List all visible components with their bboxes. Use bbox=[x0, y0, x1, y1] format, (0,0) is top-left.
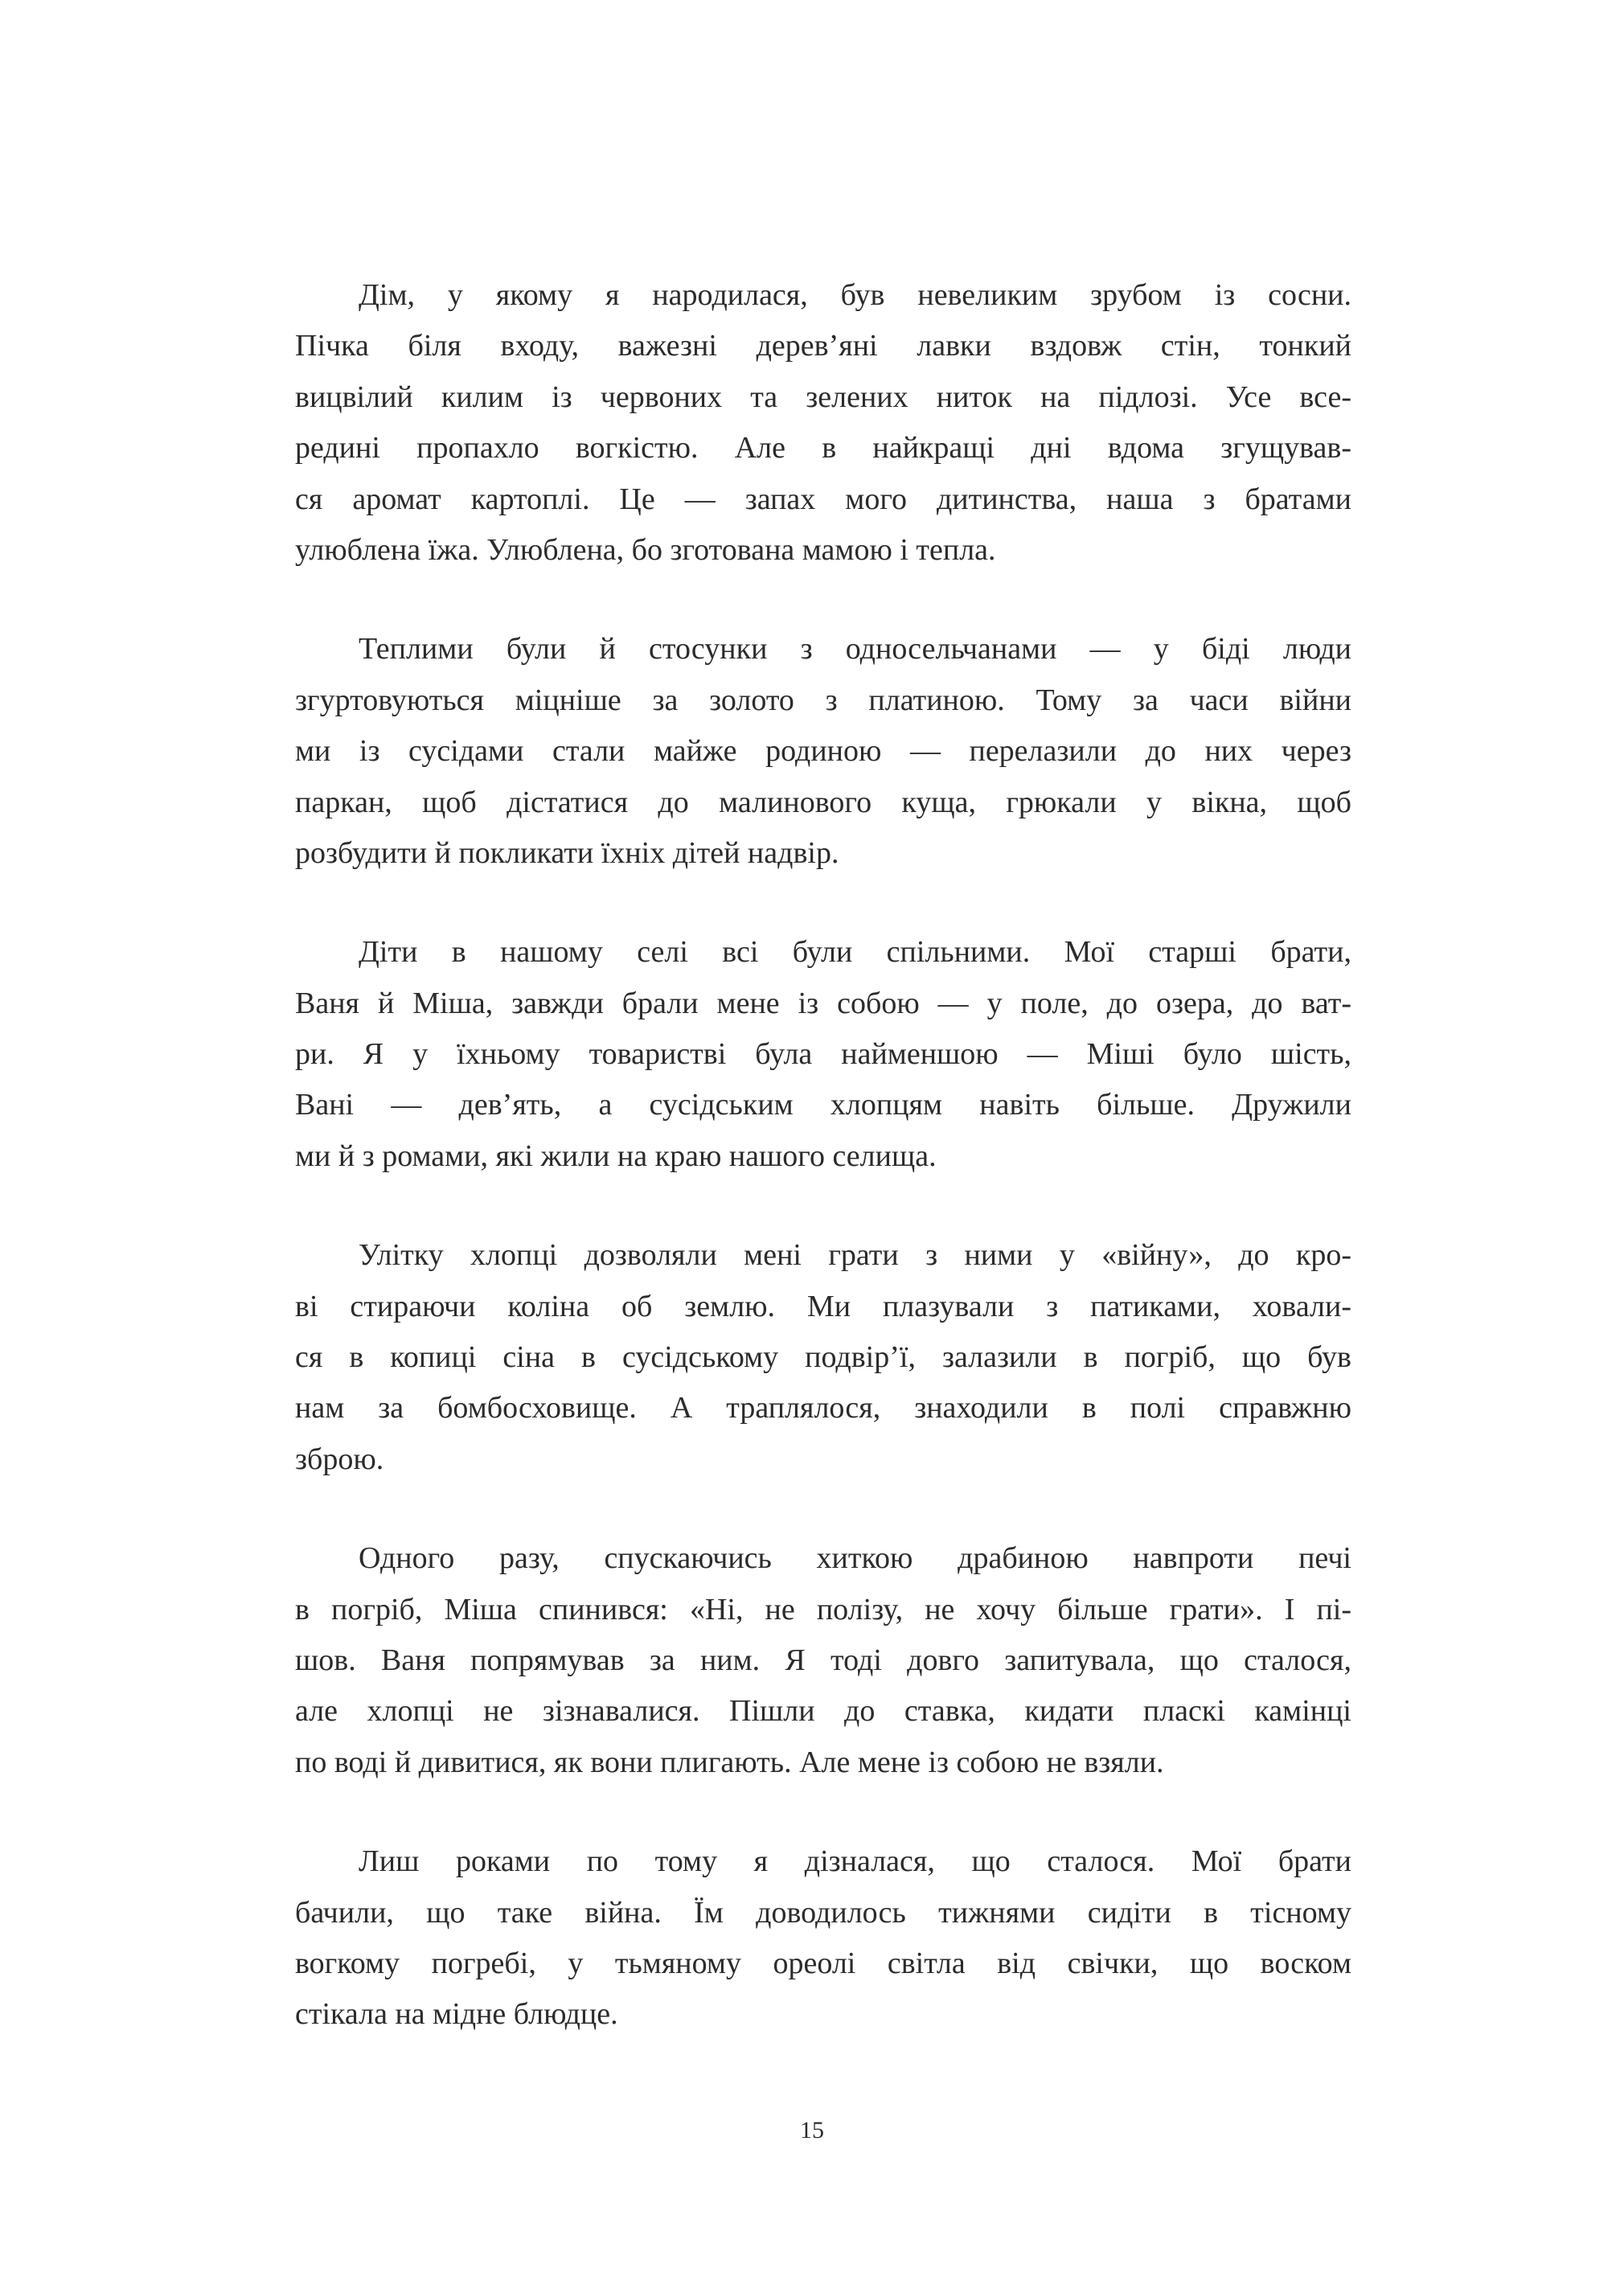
text-line: паркан, щоб дістатися до малинового куща, грюкали у вікна, щоб bbox=[295, 785, 1351, 819]
text-line: ві стираючи коліна об землю. Ми плазували з патиками, ховали- bbox=[295, 1289, 1351, 1323]
paragraph bbox=[295, 1836, 1351, 2041]
text-line: Теплими були й стосунки з односельчанами — у біді люди bbox=[359, 632, 1351, 667]
text-line: Лиш роками по тому я дізналася, що сталося. Мої брати bbox=[359, 1844, 1351, 1879]
text-line: редині пропахло вогкістю. Але в найкращі дні вдома згущував- bbox=[295, 431, 1351, 466]
text-line: Улітку хлопці дозволяли мені грати з ними у «війну», до кро- bbox=[359, 1238, 1351, 1273]
text-line: стікала на мідне блюдце. bbox=[295, 1997, 618, 2032]
text-line: нам за бомбосховище. А траплялося, знаходили в полі справжню bbox=[295, 1391, 1351, 1425]
text-line: зброю. bbox=[295, 1442, 384, 1476]
text-line: бачили, що таке війна. Їм доводилось тижнями сидіти в тісному bbox=[295, 1895, 1351, 1930]
text-line: ся в копиці сіна в сусідському подвір’ї, залазили в погріб, що був bbox=[295, 1340, 1351, 1375]
paragraph bbox=[295, 927, 1351, 1182]
text-line: ми із сусідами стали майже родиною — перелазили до них через bbox=[295, 734, 1351, 769]
text-line: по воді й дивитися, як вони плигають. Але мене із собою не взяли. bbox=[295, 1745, 1164, 1779]
text-line: згуртовуються міцніше за золото з платиною. Тому за часи війни bbox=[295, 683, 1351, 717]
text-line: ми й з ромами, які жили на краю нашого селища. bbox=[295, 1138, 937, 1173]
text-line: в погріб, Міша спинився: «Ні, не полізу, не хочу більше грати». І пі- bbox=[295, 1592, 1351, 1627]
body-text bbox=[295, 270, 1351, 2089]
page-number: 15 bbox=[800, 2117, 824, 2143]
text-line: ри. Я у їхньому товаристві була найменшою — Міші було шість, bbox=[295, 1037, 1351, 1072]
paragraph bbox=[295, 270, 1351, 576]
paragraph bbox=[295, 1533, 1351, 1788]
text-line: Дім, у якому я народилася, був невеликим зрубом із сосни. bbox=[359, 278, 1351, 312]
text-line: але хлопці не зізнавалися. Пішли до ставка, кидати пласкі камінці bbox=[295, 1694, 1351, 1729]
paragraph bbox=[295, 1230, 1351, 1485]
text-line: Вані — дев’ять, а сусідським хлопцям навіть більше. Дружили bbox=[295, 1088, 1351, 1122]
text-line: Пічка біля входу, важезні дерев’яні лавки вздовж стін, тонкий bbox=[295, 329, 1351, 363]
text-line: вицвілий килим із червоних та зелених ниток на підлозі. Усе все- bbox=[295, 379, 1351, 414]
text-line: улюблена їжа. Улюблена, бо зготована мамою і тепла. bbox=[295, 532, 996, 567]
paragraph bbox=[295, 624, 1351, 879]
text-line: вогкому погребі, у тьмяному ореолі світла від свічки, що воском bbox=[295, 1946, 1351, 1980]
text-line: Одного разу, спускаючись хиткою драбиною навпроти печі bbox=[359, 1541, 1351, 1576]
text-line: шов. Ваня попрямував за ним. Я тоді довго запитувала, що сталося, bbox=[295, 1643, 1351, 1677]
text-line: Ваня й Міша, завжди брали мене із собою — у поле, до озера, до ват- bbox=[295, 986, 1351, 1020]
text-line: розбудити й покликати їхніх дітей надвір. bbox=[295, 835, 839, 870]
text-line: ся аромат картоплі. Це — запах мого дитинства, наша з братами bbox=[295, 482, 1351, 516]
text-line: Діти в нашому селі всі були спільними. Мої старші брати, bbox=[359, 935, 1351, 970]
